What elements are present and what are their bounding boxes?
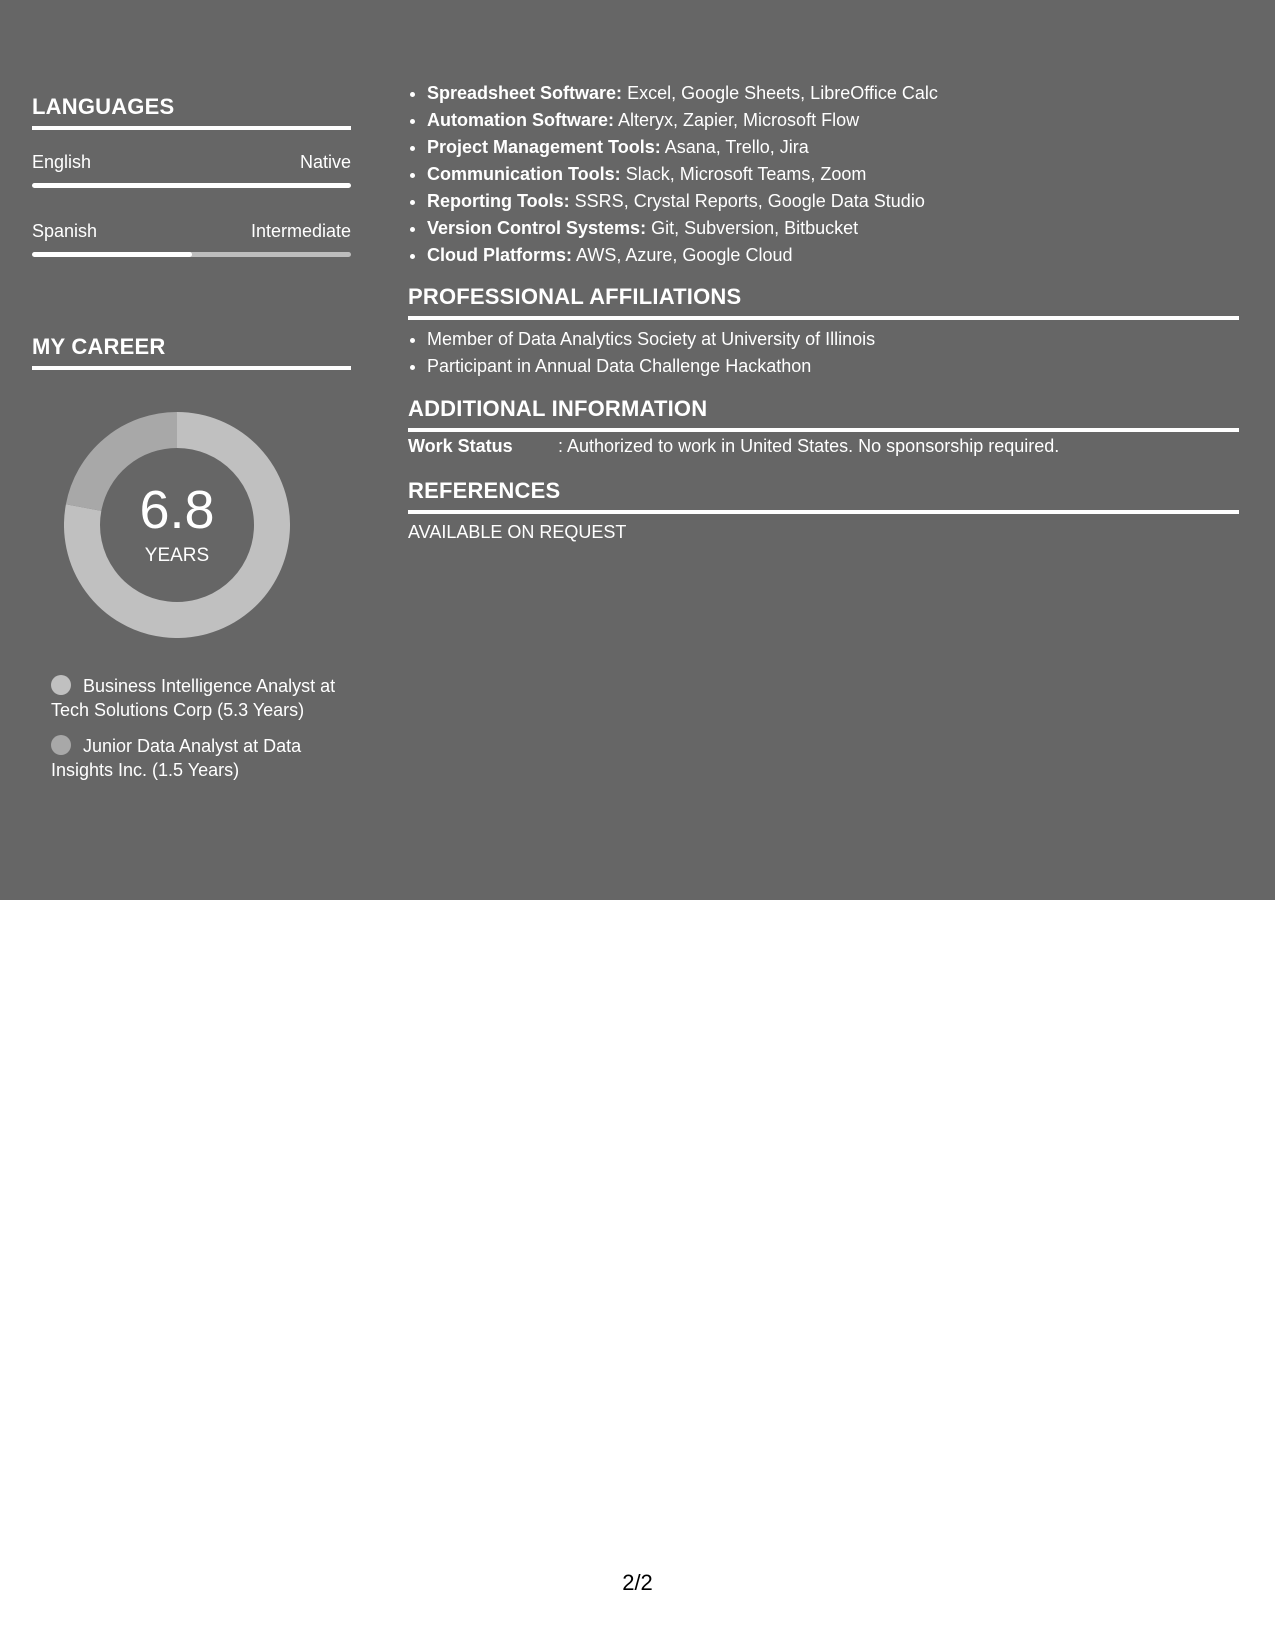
language-level: Native xyxy=(299,152,351,172)
skill-item xyxy=(427,215,1239,242)
legend-dot-icon xyxy=(51,675,71,695)
skill-item xyxy=(427,107,1239,134)
references-text: AVAILABLE ON REQUEST xyxy=(408,522,627,542)
languages-heading: LANGUAGES xyxy=(32,94,351,130)
affiliations-heading: PROFESSIONAL AFFILIATIONS xyxy=(408,284,1239,320)
career-legend-label: Junior Data Analyst at Data Insights Inc. (1.5 Years) xyxy=(51,736,302,780)
skill-label: Project Management Tools: xyxy=(427,137,661,157)
skill-item xyxy=(427,80,1239,107)
career-total-years: 6.8 xyxy=(139,480,215,540)
page-number: 2/2 xyxy=(622,1570,653,1595)
legend-dot-icon xyxy=(51,735,71,755)
skill-label: Cloud Platforms: xyxy=(427,245,573,265)
skill-value: SSRS, Crystal Reports, Google Data Studio xyxy=(574,191,925,211)
language-level: Intermediate xyxy=(250,221,351,241)
career-donut-chart xyxy=(64,412,290,638)
skill-value: Slack, Microsoft Teams, Zoom xyxy=(625,164,867,184)
skill-label: Automation Software: xyxy=(427,110,614,130)
references-heading: REFERENCES xyxy=(408,478,1239,514)
skill-value: Alteryx, Zapier, Microsoft Flow xyxy=(618,110,860,130)
language-name: Spanish xyxy=(32,221,98,241)
work-status-row xyxy=(408,436,1239,457)
skill-label: Version Control Systems: xyxy=(427,218,647,238)
skill-value: AWS, Azure, Google Cloud xyxy=(576,245,793,265)
language-name: English xyxy=(32,152,92,172)
language-proficiency-fill xyxy=(32,252,192,257)
language-row-spanish xyxy=(32,221,351,257)
language-row-english xyxy=(32,152,351,188)
skill-label: Spreadsheet Software: xyxy=(427,83,623,103)
skill-item xyxy=(427,242,1239,269)
skill-value: Excel, Google Sheets, LibreOffice Calc xyxy=(627,83,938,103)
skill-value: Git, Subversion, Bitbucket xyxy=(651,218,859,238)
language-proficiency-fill xyxy=(32,183,351,188)
affiliation-item: • Participant in Annual Data Challenge Hackathon xyxy=(427,353,1239,380)
career-legend xyxy=(51,674,341,794)
skills-list xyxy=(408,80,1239,269)
skill-label: Communication Tools: xyxy=(427,164,621,184)
skill-item xyxy=(427,134,1239,161)
work-status-label: Work Status xyxy=(408,436,513,456)
affiliation-item: • Member of Data Analytics Society at University of Illinois xyxy=(427,326,1239,353)
career-total-unit: YEARS xyxy=(144,545,210,566)
affiliations-list xyxy=(408,326,1239,380)
skill-item xyxy=(427,161,1239,188)
career-heading: MY CAREER xyxy=(32,334,351,370)
language-proficiency-bar xyxy=(32,183,351,188)
career-legend-label: Business Intelligence Analyst at Tech Solutions Corp (5.3 Years) xyxy=(51,676,336,720)
skill-item xyxy=(427,188,1239,215)
additional-info-heading: ADDITIONAL INFORMATION xyxy=(408,396,1239,432)
career-legend-item xyxy=(51,674,341,722)
donut-center-label xyxy=(64,412,290,638)
language-proficiency-bar xyxy=(32,252,351,257)
career-legend-item xyxy=(51,734,341,782)
skill-label: Reporting Tools: xyxy=(427,191,570,211)
skill-value: Asana, Trello, Jira xyxy=(664,137,809,157)
work-status-value: : Authorized to work in United States. No sponsorship required. xyxy=(558,436,1060,456)
